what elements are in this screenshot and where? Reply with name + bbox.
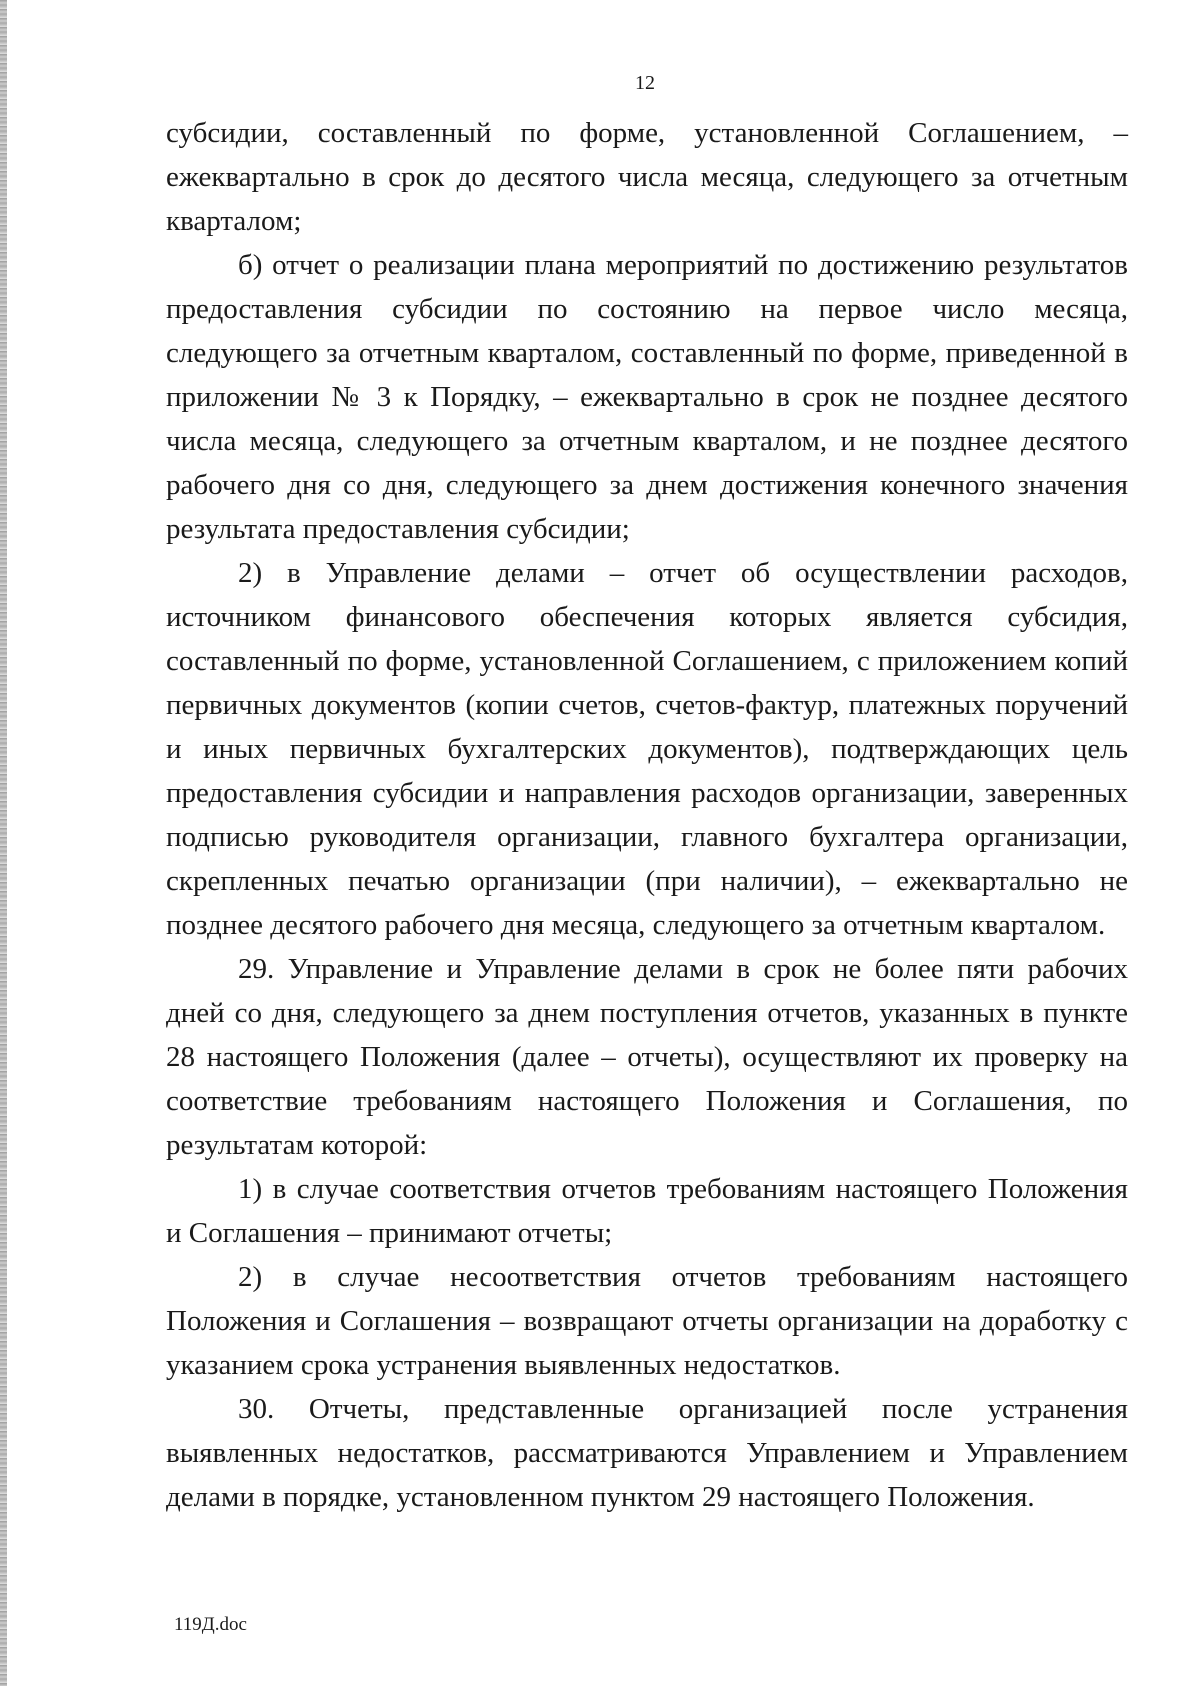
- paragraph-item-2-expense-report: 2) в Управление делами – отчет об осуществлении расходов, источником финансового обеспечения которых является субсидия, составленный по форме, установленной Соглашением, с приложением копий первичных документов (копии счетов, счетов-фактур, платежных поручений и иных первичных бухгалтерских документов), подтверждающих цель предоставления субсидии и направления расходов организации, заверенных подписью руководителя организации, главного бухгалтера организации, скрепленных печатью организации (при наличии), – ежеквартально не позднее десятого рабочего дня месяца, следующего за отчетным кварталом.: [166, 557, 1128, 941]
- paragraph-item-b-action-plan-report: б) отчет о реализации плана мероприятий по достижению результатов предоставления субсидии по состоянию на первое число месяца, следующего за отчетным кварталом, составленный по форме, приведенной в приложении № 3 к Порядку, – ежеквартально в срок не позднее десятого числа месяца, следующего за отчетным кварталом, и не позднее десятого рабочего дня со дня, следующего за днем достижения конечного значения результата предоставления субсидии;: [166, 249, 1128, 545]
- paragraph-clause-29-item-1: 1) в случае соответствия отчетов требованиям настоящего Положения и Соглашения – принимают отчеты;: [166, 1173, 1128, 1249]
- page-number: 12: [635, 72, 655, 94]
- paragraph-clause-29-item-2: 2) в случае несоответствия отчетов требованиям настоящего Положения и Соглашения – возвращают отчеты организации на доработку с указанием срока устранения выявленных недостатков.: [166, 1261, 1128, 1381]
- paragraph-clause-30-resubmission: 30. Отчеты, представленные организацией после устранения выявленных недостатков, рассматриваются Управлением и Управлением делами в порядке, установленном пунктом 29 настоящего Положения.: [166, 1393, 1128, 1513]
- document-body: [166, 111, 1128, 1519]
- scan-edge-shadow: [0, 0, 7, 1686]
- footer-filename: 119Д.doc: [174, 1614, 247, 1635]
- paragraph-clause-29-review: 29. Управление и Управление делами в срок не более пяти рабочих дней со дня, следующего за днем поступления отчетов, указанных в пункте 28 настоящего Положения (далее – отчеты), осуществляют их проверку на соответствие требованиям настоящего Положения и Соглашения, по результатам которой:: [166, 953, 1128, 1161]
- paragraph-subsidy-report-continuation: субсидии, составленный по форме, установленной Соглашением, – ежеквартально в срок до десятого числа месяца, следующего за отчетным кварталом;: [166, 117, 1128, 237]
